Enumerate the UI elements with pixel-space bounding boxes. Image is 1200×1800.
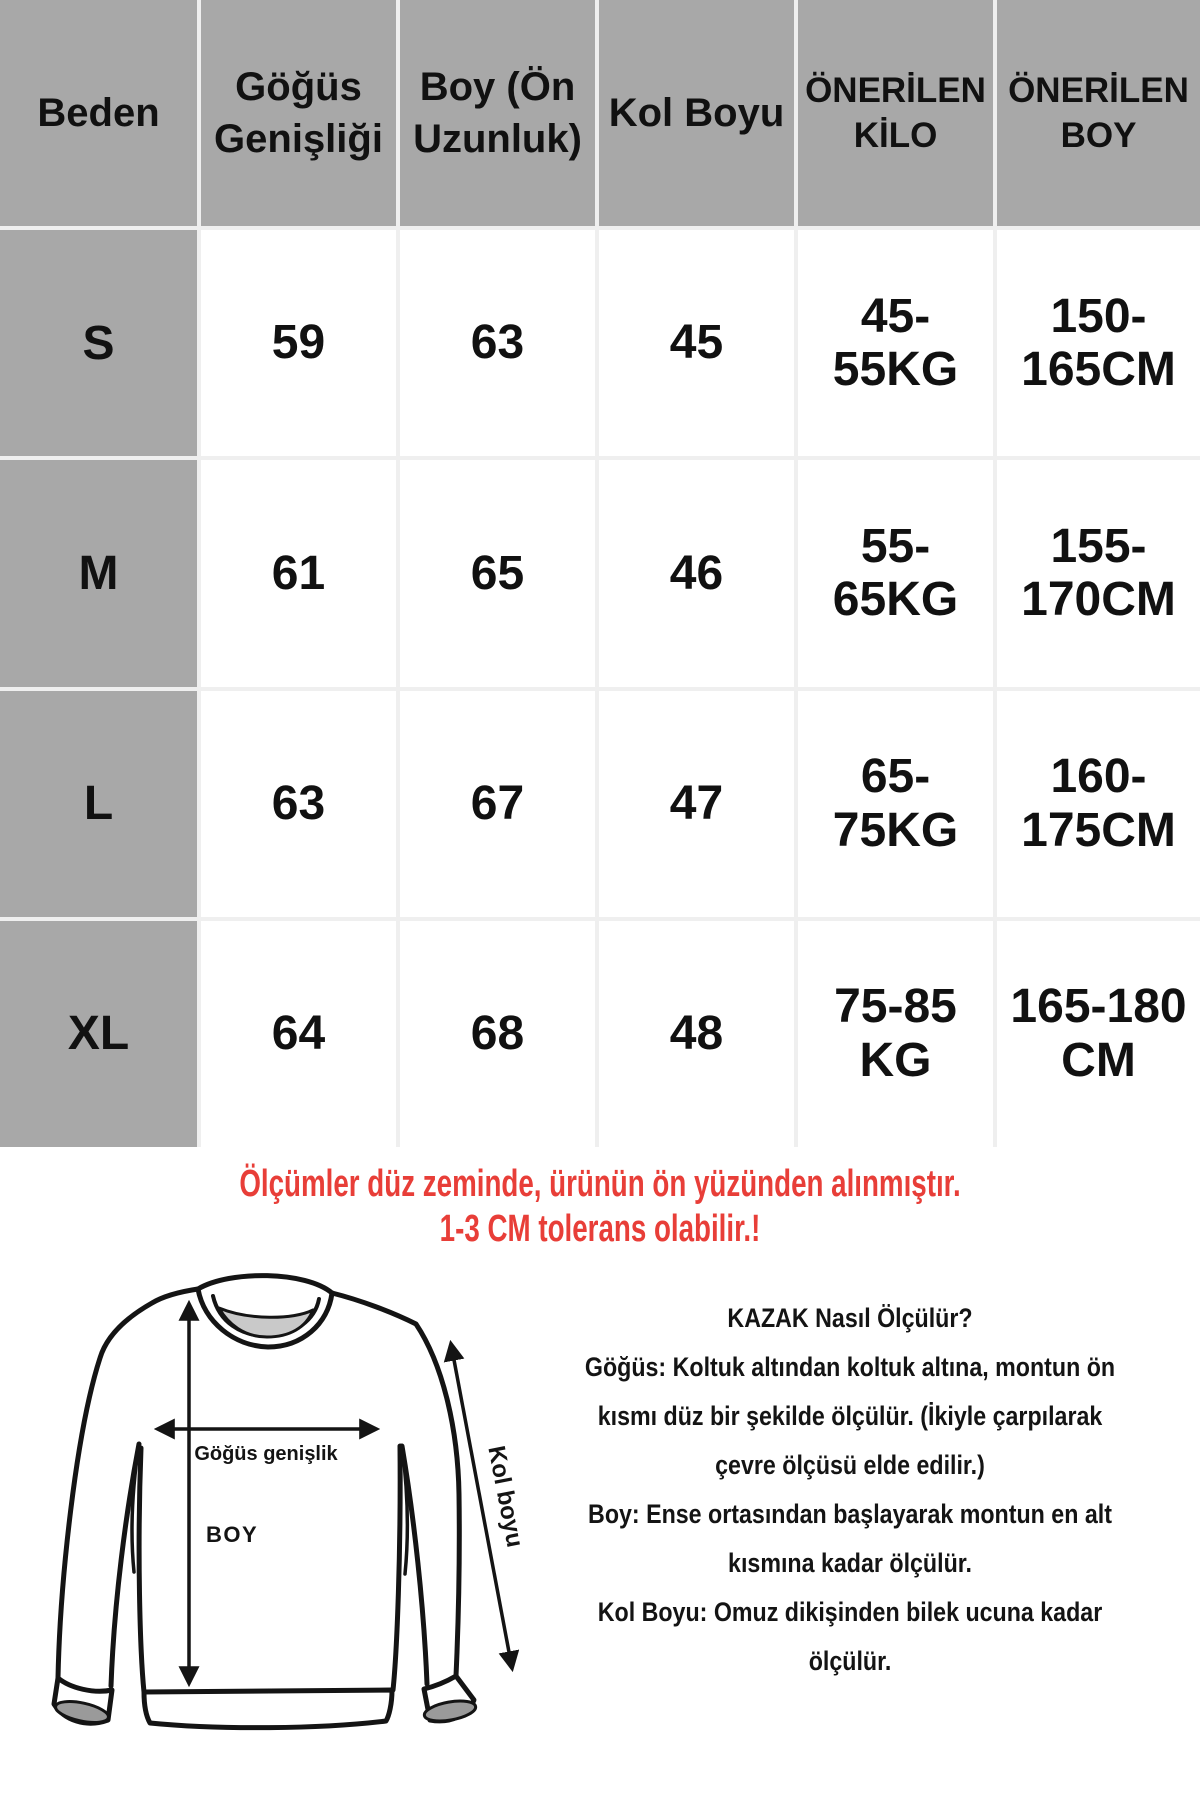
value-cell [997,691,1200,917]
length-value: 63 [470,316,525,370]
instructions-line: kısmına kadar ölçülür. [728,1548,972,1578]
header-kol-boyu: Kol Boyu [599,0,794,226]
instructions-title: KAZAK Nasıl Ölçülür? [727,1303,973,1333]
value-cell [400,460,595,686]
value-cell [798,921,993,1147]
sleeve-value: 46 [669,546,724,600]
chest-value: 63 [271,776,326,830]
weight-value: 55-65KG [832,519,959,627]
sweater-outline [54,1276,477,1728]
value-cell [400,921,595,1147]
height-value: 160-175CM [1021,749,1176,857]
size-cell-l: L [0,691,197,917]
value-cell [997,921,1200,1147]
sleeve-label: Kol boyu [482,1443,529,1550]
height-value: 150-165CM [1021,289,1176,397]
instructions-line: kısmı düz bir şekilde ölçülür. (İkiyle çarpılarak [597,1401,1103,1431]
value-cell [798,691,993,917]
header-gogus: Göğüs Genişliği [201,0,396,226]
measuring-instructions [500,1294,1200,1686]
header-onerilen-boy: ÖNERİLEN BOY [997,0,1200,226]
chest-label: Göğüs genişlik [194,1443,338,1465]
header-onerilen-kilo: ÖNERİLEN KİLO [798,0,993,226]
value-cell [201,460,396,686]
note-line: Ölçümler düz zeminde, ürünün ön yüzünden alınmıştır. [239,1163,961,1205]
value-cell [599,691,794,917]
chest-value: 61 [271,546,326,600]
value-cell [400,691,595,917]
sleeve-value: 45 [669,316,724,370]
value-cell [201,691,396,917]
value-cell [798,230,993,456]
value-cell [798,460,993,686]
value-cell [997,230,1200,456]
size-cell-s: S [0,230,197,456]
instructions-line: Göğüs: Koltuk altından koltuk altına, montun ön [584,1352,1116,1382]
length-value: 67 [470,776,525,830]
weight-value: 65-75KG [832,749,959,857]
collar-opening [219,1308,313,1337]
value-cell [201,921,396,1147]
header-beden: Beden [0,0,197,226]
weight-value: 45-55KG [832,289,959,397]
sleeve-value: 47 [669,776,724,830]
weight-value: 75-85 KG [834,980,957,1087]
sweater-measurement-diagram [10,1262,530,1742]
chest-value: 64 [271,1007,326,1061]
length-value: 65 [470,546,525,600]
length-label: BOY [206,1522,259,1547]
sleeve-value: 48 [669,1007,724,1061]
size-cell-m: M [0,460,197,686]
height-value: 165-180 CM [1010,980,1187,1087]
value-cell [997,460,1200,686]
instructions-line: ölçülür. [808,1646,892,1676]
instructions-line: Boy: Ense ortasından başlayarak montun en alt [588,1499,1112,1529]
chest-value: 59 [271,316,326,370]
value-cell [201,230,396,456]
length-value: 68 [470,1007,525,1061]
instructions-line: çevre ölçüsü elde edilir.) [715,1450,985,1480]
value-cell [599,460,794,686]
measurement-note [0,1162,1200,1252]
size-cell-xl: XL [0,921,197,1147]
value-cell [599,230,794,456]
value-cell [599,921,794,1147]
value-cell [400,230,595,456]
header-boy: Boy (Ön Uzunluk) [400,0,595,226]
note-line: 1-3 CM tolerans olabilir.! [439,1208,761,1250]
height-value: 155-170CM [1021,519,1176,627]
instructions-line: Kol Boyu: Omuz dikişinden bilek ucuna kadar [597,1597,1103,1627]
